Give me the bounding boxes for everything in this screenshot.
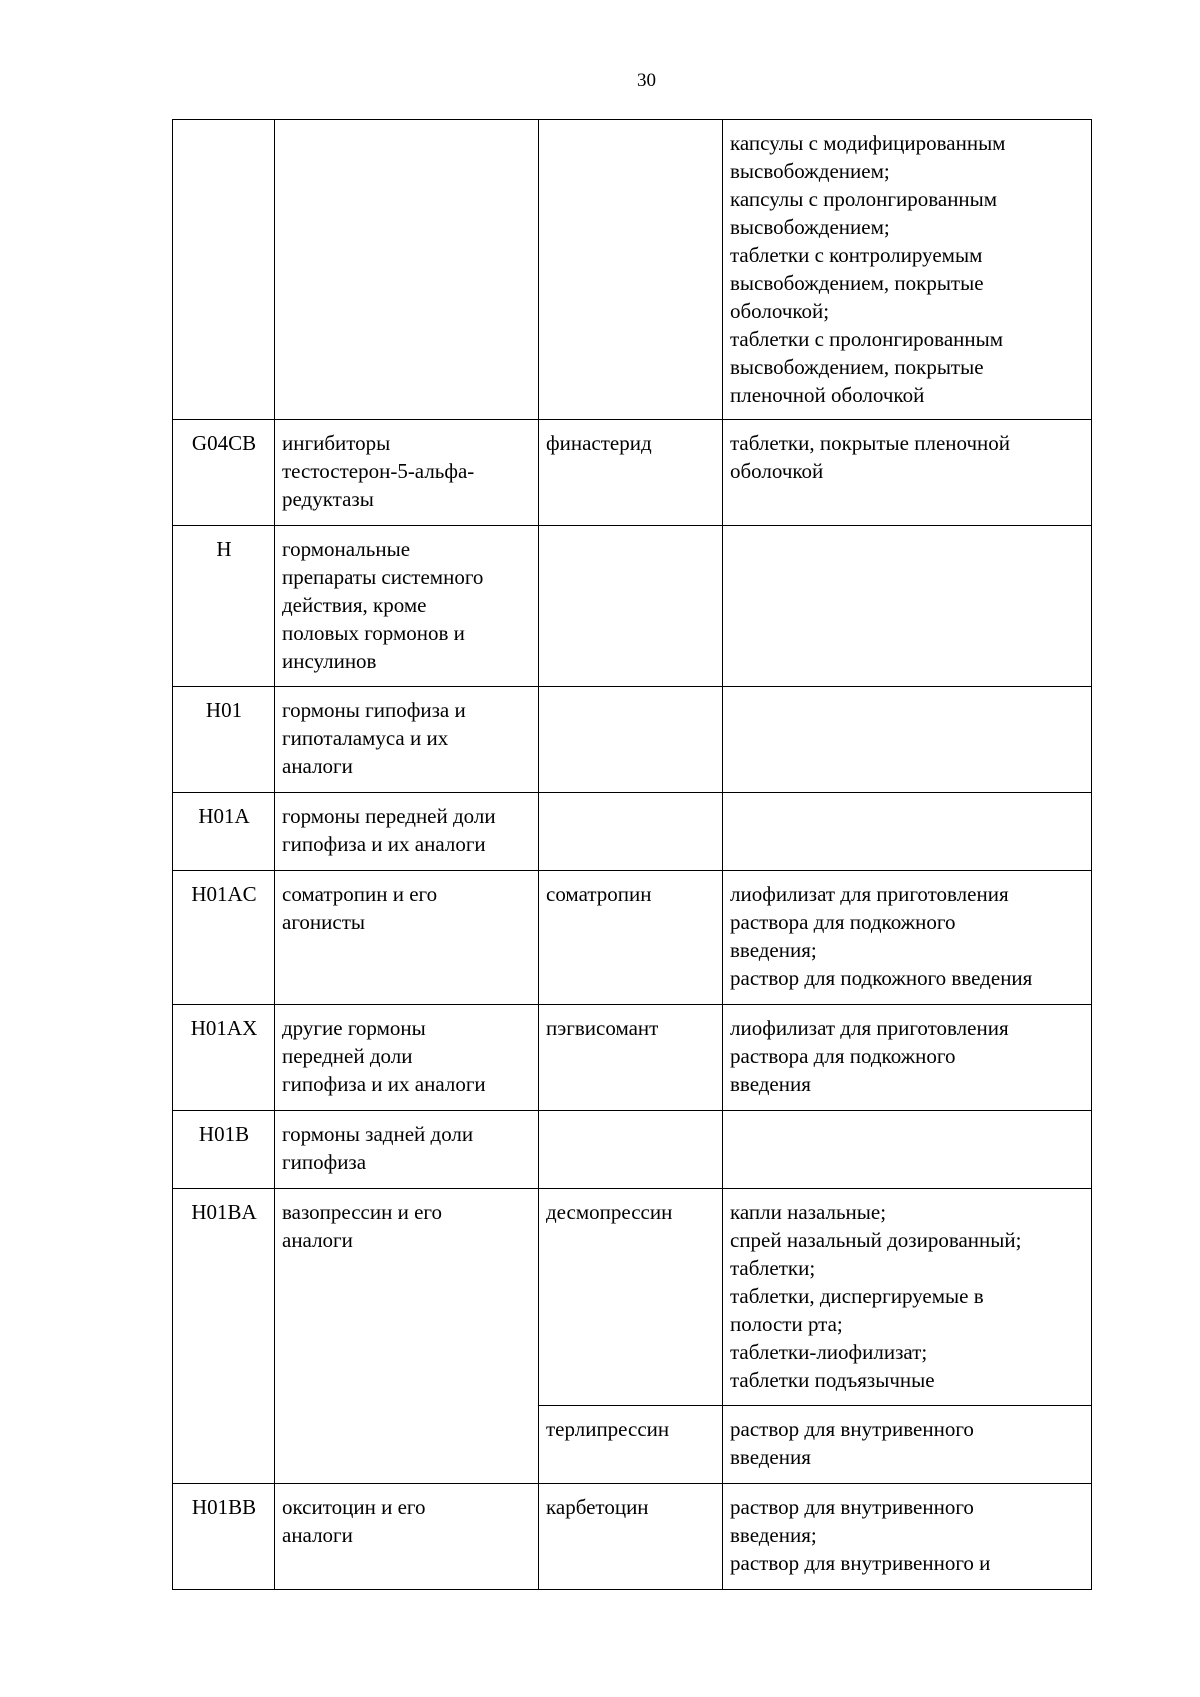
dosage-forms-cell-line: высвобождением; (730, 215, 890, 239)
atc-code-cell: H01BA (173, 1189, 275, 1484)
drug-name-cell: пэгвисомант (539, 1005, 723, 1111)
dosage-forms-cell (723, 120, 1092, 420)
table-row (173, 1189, 1092, 1406)
group-name-cell (275, 1005, 539, 1111)
dosage-forms-cell-line: высвобождением, покрытые (730, 355, 984, 379)
drug-name-cell: финастерид (539, 420, 723, 526)
dosage-forms-cell (723, 526, 1092, 687)
dosage-forms-cell-line: введения (730, 1072, 811, 1096)
dosage-forms-cell-line: таблетки, диспергируемые в (730, 1284, 984, 1308)
group-name-cell-line: агонисты (282, 910, 365, 934)
group-name-cell (275, 1111, 539, 1189)
atc-code-cell: H01 (173, 687, 275, 793)
group-name-cell-line: передней доли (282, 1044, 413, 1068)
dosage-forms-cell-line: капли назальные; (730, 1200, 887, 1224)
dosage-forms-cell-line: раствор для внутривенного (730, 1417, 974, 1441)
group-name-cell-line: гормоны передней доли (282, 804, 496, 828)
group-name-cell (275, 1189, 539, 1484)
table-row (173, 871, 1092, 1005)
group-name-cell-line: тестостерон-5-альфа- (282, 459, 475, 483)
dosage-forms-cell (723, 1484, 1092, 1590)
drug-name-cell: терлипрессин (539, 1406, 723, 1484)
table-row (173, 1111, 1092, 1189)
dosage-forms-cell-line: раствор для подкожного введения (730, 966, 1033, 990)
dosage-forms-cell-line: раствора для подкожного (730, 910, 956, 934)
group-name-cell-line: гипофиза и их аналоги (282, 832, 486, 856)
dosage-forms-cell-line: оболочкой; (730, 299, 830, 323)
dosage-forms-cell-line: пленочной оболочкой (730, 383, 925, 407)
group-name-cell-line: действия, кроме (282, 593, 427, 617)
dosage-forms-cell-line: раствор для внутривенного (730, 1495, 974, 1519)
group-name-cell-line: инсулинов (282, 649, 377, 673)
group-name-cell-line: гипофиза (282, 1150, 367, 1174)
drug-name-cell: соматропин (539, 871, 723, 1005)
group-name-cell (275, 793, 539, 871)
dosage-forms-cell (723, 1005, 1092, 1111)
atc-code-cell (173, 120, 275, 420)
table-row (173, 1005, 1092, 1111)
group-name-cell-line: аналоги (282, 754, 353, 778)
group-name-cell-line: соматропин и его (282, 882, 438, 906)
dosage-forms-cell-line: лиофилизат для приготовления (730, 882, 1009, 906)
group-name-cell-line: гормональные (282, 537, 411, 561)
group-name-cell-line: половых гормонов и (282, 621, 465, 645)
dosage-forms-cell-line: высвобождением; (730, 159, 890, 183)
group-name-cell-line: другие гормоны (282, 1016, 426, 1040)
dosage-forms-cell (723, 687, 1092, 793)
dosage-forms-cell-line: оболочкой (730, 459, 824, 483)
group-name-cell-line: гормоны задней доли (282, 1122, 474, 1146)
table-row (173, 793, 1092, 871)
dosage-forms-cell-line: введения (730, 1445, 811, 1469)
atc-code-cell: H01A (173, 793, 275, 871)
group-name-cell (275, 687, 539, 793)
dosage-forms-cell-line: таблетки с пролонгированным (730, 327, 1004, 351)
page-number: 30 (637, 70, 656, 91)
group-name-cell (275, 871, 539, 1005)
group-name-cell-line: вазопрессин и его (282, 1200, 442, 1224)
dosage-forms-cell-line: высвобождением, покрытые (730, 271, 984, 295)
group-name-cell-line: редуктазы (282, 487, 374, 511)
group-name-cell (275, 1484, 539, 1590)
dosage-forms-cell-line: полости рта; (730, 1312, 843, 1336)
table-row (173, 526, 1092, 687)
dosage-forms-cell-line: таблетки, покрытые пленочной (730, 431, 1011, 455)
dosage-forms-cell (723, 1189, 1092, 1406)
group-name-cell-line: аналоги (282, 1523, 353, 1547)
group-name-cell (275, 420, 539, 526)
dosage-forms-cell-line: введения; (730, 938, 817, 962)
drug-table (172, 119, 1092, 1590)
drug-name-cell (539, 526, 723, 687)
group-name-cell-line: гормоны гипофиза и (282, 698, 466, 722)
dosage-forms-cell-line: капсулы с модифицированным (730, 131, 1006, 155)
table-row (173, 420, 1092, 526)
atc-code-cell: H01AX (173, 1005, 275, 1111)
atc-code-cell: H01AC (173, 871, 275, 1005)
group-name-cell-line: гипофиза и их аналоги (282, 1072, 486, 1096)
table-row (173, 687, 1092, 793)
atc-code-cell: H01BB (173, 1484, 275, 1590)
group-name-cell-line: ингибиторы (282, 431, 391, 455)
group-name-cell-line: препараты системного (282, 565, 484, 589)
drug-name-cell: десмопрессин (539, 1189, 723, 1406)
dosage-forms-cell-line: таблетки-лиофилизат; (730, 1340, 928, 1364)
group-name-cell (275, 526, 539, 687)
dosage-forms-cell-line: таблетки с контролируемым (730, 243, 983, 267)
dosage-forms-cell-line: капсулы с пролонгированным (730, 187, 998, 211)
atc-code-cell: G04CB (173, 420, 275, 526)
table-row (173, 120, 1092, 420)
dosage-forms-cell (723, 793, 1092, 871)
atc-code-cell: H01B (173, 1111, 275, 1189)
dosage-forms-cell (723, 1406, 1092, 1484)
dosage-forms-cell-line: спрей назальный дозированный; (730, 1228, 1022, 1252)
atc-code-cell: H (173, 526, 275, 687)
dosage-forms-cell-line: раствор для внутривенного и (730, 1551, 991, 1575)
table-row (173, 1484, 1092, 1590)
group-name-cell-line: аналоги (282, 1228, 353, 1252)
dosage-forms-cell-line: раствора для подкожного (730, 1044, 956, 1068)
dosage-forms-cell-line: таблетки подъязычные (730, 1368, 935, 1392)
dosage-forms-cell-line: введения; (730, 1523, 817, 1547)
drug-name-cell (539, 793, 723, 871)
group-name-cell-line: окситоцин и его (282, 1495, 426, 1519)
drug-name-cell (539, 1111, 723, 1189)
dosage-forms-cell-line: лиофилизат для приготовления (730, 1016, 1009, 1040)
dosage-forms-cell (723, 1111, 1092, 1189)
drug-name-cell: карбетоцин (539, 1484, 723, 1590)
drug-name-cell (539, 120, 723, 420)
dosage-forms-cell (723, 871, 1092, 1005)
dosage-forms-cell (723, 420, 1092, 526)
dosage-forms-cell-line: таблетки; (730, 1256, 816, 1280)
drug-name-cell (539, 687, 723, 793)
group-name-cell (275, 120, 539, 420)
group-name-cell-line: гипоталамуса и их (282, 726, 449, 750)
